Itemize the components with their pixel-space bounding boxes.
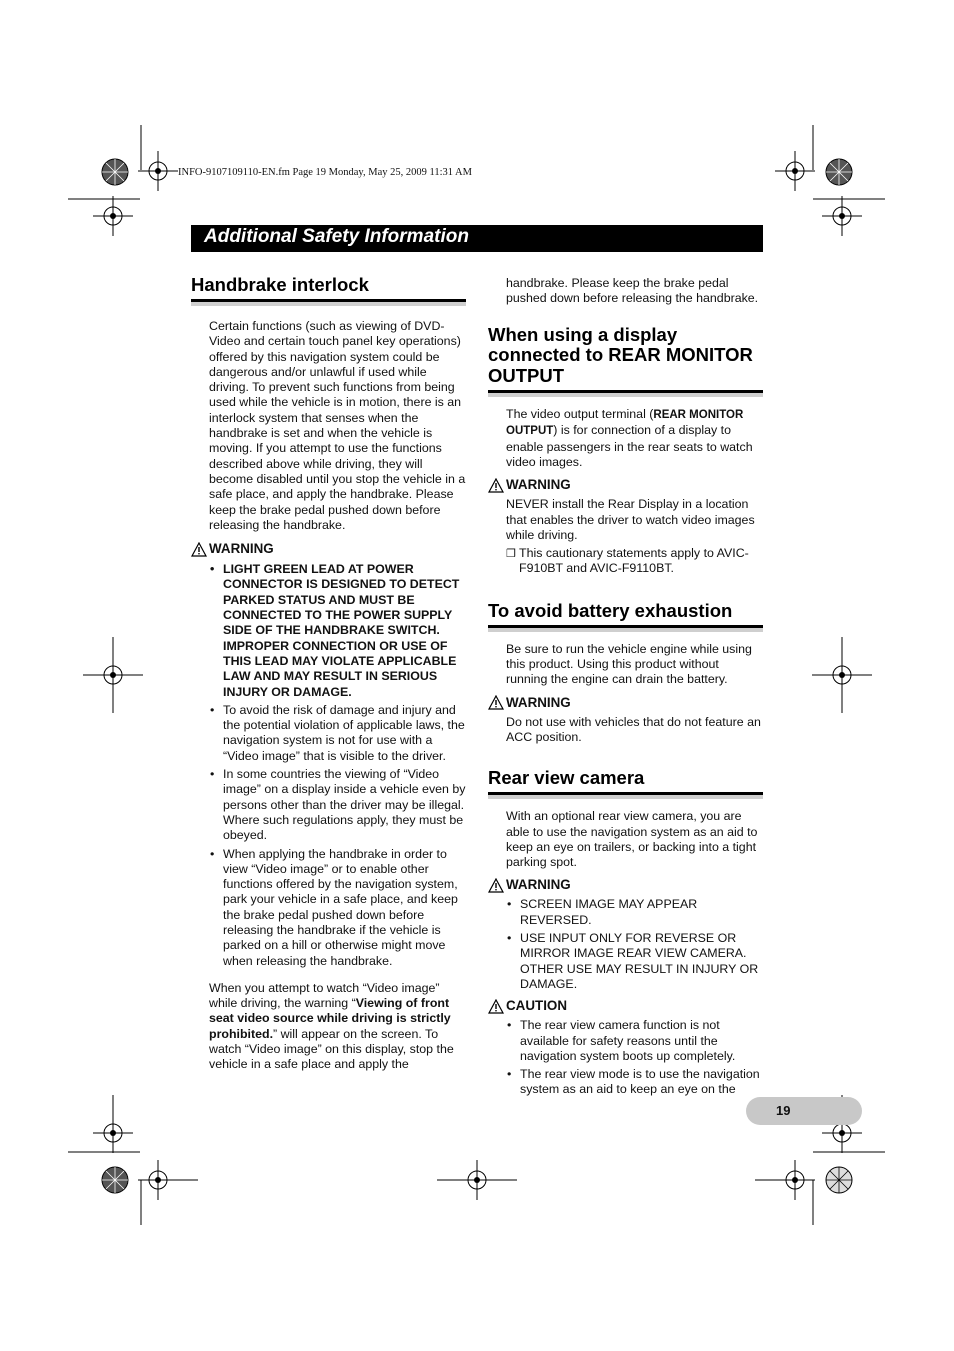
caution-triangle-icon — [488, 999, 504, 1014]
heading-handbrake-interlock: Handbrake interlock — [191, 274, 369, 295]
rear-monitor-text — [506, 407, 763, 470]
list-item: • SCREEN IMAGE MAY APPEAR REVERSED. — [506, 897, 763, 928]
warning-label: WARNING — [506, 694, 571, 710]
list-item: • The rear view mode is to use the navigation system as an aid to keep an eye on the — [506, 1067, 763, 1098]
handbrake-intro: Certain functions (such as viewing of DVD-Video and certain touch panel key operations) offered by this navigation system could be dangerous and/or unlawful if used while driving. To prevent such functions from being used while the vehicle is in motion, there is an interlock system that senses when the handbrake is set and when the vehicle is moving. If you attempt to use the functions described above while driving, they will become disabled until you stop the vehicle in a safe place, and apply the handbrake. Please keep the brake pedal pushed down before releasing the handbrake. — [209, 319, 466, 532]
warning-heading — [191, 541, 466, 557]
battery-text: Be sure to run the vehicle engine while using this product. Using this product without running the engine can drain the battery. — [506, 641, 752, 687]
rear-monitor-text-bold: REAR MONITOR OUTPUT — [506, 409, 744, 438]
heading-rule-shade — [191, 302, 466, 306]
rear-monitor-warning-text: NEVER install the Rear Display in a location that enables the driver to watch video images while driving. — [506, 497, 755, 542]
warning-triangle-icon — [191, 542, 207, 557]
closing-text-post: ” will appear on the screen. To watch “Video image” on this display, stop the vehicle in a safe place and apply the — [209, 1026, 454, 1072]
page-title: Additional Safety Information — [204, 226, 469, 247]
camera-text: With an optional rear view camera, you are able to use the navigation system as an aid to keep an eye on trailers, or backing into a tight parking spot. — [506, 809, 758, 870]
handbrake-closing — [209, 981, 466, 1073]
checkbox-icon: ❒ — [506, 548, 516, 561]
list-item: • When applying the handbrake in order to view “Video image” or to enable other functions offered by the navigation system, park your vehicle in a safe place, and keep the brake pedal pushed down before releasing the handbrake if the vehicle is parked on a hill or otherwise might move when releasing the handbrake. — [209, 847, 466, 969]
warning-list — [209, 562, 466, 969]
warning-triangle-icon — [488, 878, 504, 893]
title-bar — [191, 225, 763, 252]
warning-triangle-icon — [488, 695, 504, 710]
list-item: • To avoid the risk of damage and injury and the potential violation of applicable laws, the navigation system is not for use with a “Video image” that is visible to the driver. — [209, 703, 466, 764]
list-item: • USE INPUT ONLY FOR REVERSE OR MIRROR IMAGE REAR VIEW CAMERA. OTHER USE MAY RESULT IN INJURY OR DAMAGE. — [506, 931, 763, 992]
warning-triangle-icon — [488, 478, 504, 493]
caution-heading — [488, 998, 763, 1014]
closing-text-pre: When you attempt to watch “Video image” while driving, the warning “ — [209, 980, 440, 1011]
continuation-text: handbrake. Please keep the brake pedal pushed down before releasing the handbrake. — [506, 276, 759, 306]
list-item: • LIGHT GREEN LEAD AT POWER CONNECTOR IS DESIGNED TO DETECT PARKED STATUS AND MUST BE CONNECTED TO THE POWER SUPPLY SIDE OF THE HANDBRAKE SWITCH. IMPROPER CONNECTION OR USE OF THIS LEAD MAY VIOLATE APPLICABLE LAW AND MAY RESULT IN SERIOUS INJURY OR DAMAGE. — [209, 562, 466, 700]
note-text: This cautionary statements apply to AVIC-F910BT and AVIC-F9110BT. — [519, 546, 749, 576]
warning-label: WARNING — [506, 877, 571, 893]
page-number: 19 — [776, 1103, 791, 1118]
list-item: • The rear view camera function is not available for safety reasons until the navigation system boots up completely. — [506, 1018, 763, 1064]
heading-rear-monitor: When using a display connected to REAR MONITOR OUTPUT — [488, 323, 753, 386]
caution-label: CAUTION — [506, 998, 567, 1014]
battery-warning-text: Do not use with vehicles that do not feature an ACC position. — [506, 714, 761, 744]
rear-monitor-text-post: ) is for connection of a display to enable passengers in the rear seats to watch video images. — [506, 423, 753, 469]
camera-caution-list — [506, 1018, 763, 1097]
warning-label: WARNING — [506, 477, 571, 493]
heading-rule-shade — [488, 628, 763, 632]
heading-battery: To avoid battery exhaustion — [488, 599, 733, 621]
warning-heading — [488, 477, 763, 493]
closing-text-bold: Viewing of front seat video source while driving is strictly prohibited. — [209, 996, 451, 1041]
warning-heading — [488, 695, 763, 711]
heading-rule-shade — [488, 393, 763, 397]
camera-warning-list — [506, 897, 763, 992]
heading-rule-shade — [488, 795, 763, 799]
heading-rear-view-camera: Rear view camera — [488, 767, 645, 789]
warning-label: WARNING — [209, 541, 274, 557]
page-number-tab — [760, 1097, 862, 1125]
rear-monitor-note — [506, 546, 763, 577]
right-column — [488, 274, 763, 1101]
list-item: • In some countries the viewing of “Video image” on a display inside a vehicle even by persons other than the driver may be illegal. Where such regulations apply, they must be obeyed. — [209, 767, 466, 843]
rear-monitor-text-pre: The video output terminal ( — [506, 407, 654, 422]
left-column — [191, 274, 466, 1073]
file-info: INFO-9107109110-EN.fm Page 19 Monday, May 25, 2009 11:31 AM — [178, 167, 472, 178]
warning-heading — [488, 877, 763, 893]
